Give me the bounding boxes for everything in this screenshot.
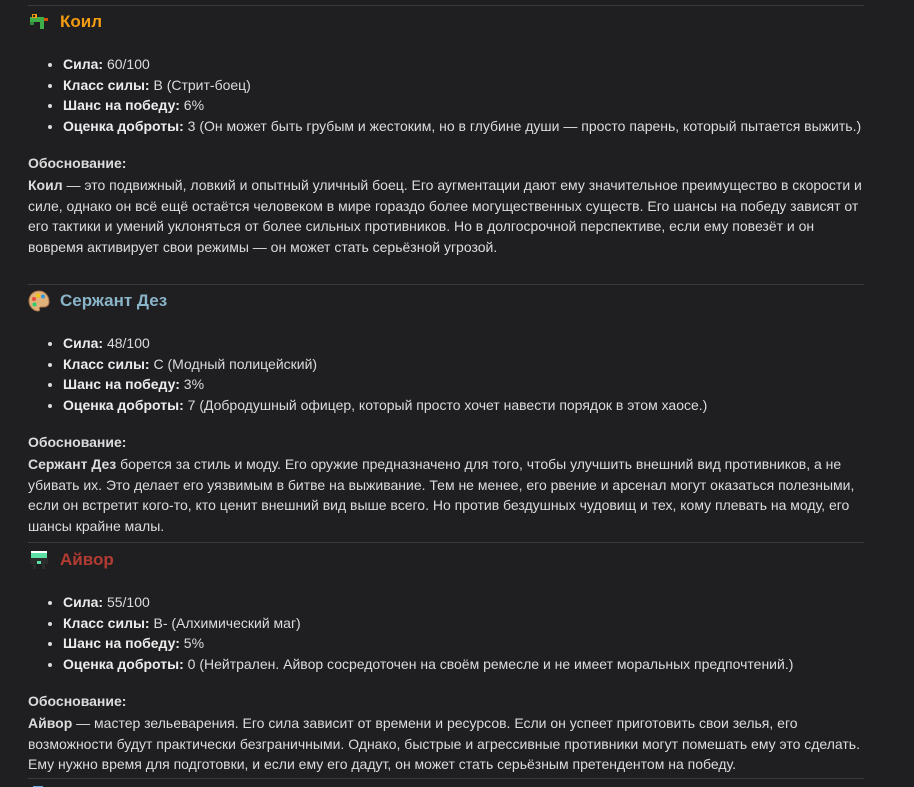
stat-value: 3 (Он может быть грубым и жестоким, но в глубине души — просто парень, который пытается выжить.): [187, 118, 862, 135]
reasoning-subject: Коил: [28, 176, 63, 193]
character-heading: [28, 10, 868, 34]
character-section-dez: [28, 289, 868, 537]
character-name: Коил: [60, 12, 103, 31]
reasoning-body: — мастер зельеварения. Его сила зависит от времени и ресурсов. Если он успеет приготовить свои зелья, его возможности будут практически безграничными. Однако, быстрые и агрессивные противники могут помешать ему это сделать. Ему нужно время для подготовки, и если ему его дадут, он может стать серьёзным претендентом на победу.: [28, 714, 860, 773]
stat-value: B- (Алхимический маг): [153, 614, 301, 631]
list-item: [63, 95, 868, 116]
stat-value: 60/100: [106, 56, 150, 72]
snake-gun-icon: [28, 11, 50, 33]
reasoning-paragraph: [28, 454, 868, 537]
list-item: [63, 633, 868, 654]
character-section-koil: [28, 10, 868, 258]
stat-label: Класс силы:: [63, 614, 150, 631]
list-item: [63, 592, 868, 613]
list-item: [63, 354, 868, 375]
stats-list: [28, 592, 868, 675]
list-item: [63, 374, 868, 395]
list-item: [63, 75, 868, 96]
stat-label: Шанс на победу:: [63, 635, 180, 652]
list-item: [63, 654, 868, 675]
next-character-icon: [28, 781, 50, 787]
stat-value: 7 (Добродушный офицер, который просто хочет навести порядок в этом хаосе.): [187, 397, 708, 414]
reasoning-subject: Сержант Дез: [28, 455, 117, 472]
stat-label: Шанс на победу:: [63, 376, 180, 393]
stat-label: Сила:: [63, 335, 104, 351]
reasoning-heading: Обоснование:: [28, 692, 127, 709]
stat-value: 48/100: [106, 335, 150, 351]
list-item: [63, 395, 868, 416]
character-name: Сержант Дез: [60, 291, 168, 310]
reasoning-paragraph: [28, 713, 868, 775]
reasoning-body: — это подвижный, ловкий и опытный уличный боец. Его аугментации дают ему значительное преимущество в скорости и силе, однако он всё ещё остаётся человеком в мире гораздо более могущественных существ. Его шансы на победу зависят от его тактики и умений уклоняться от более сильных противников. Но в долгосрочной перспективе, если ему повезёт и он вовремя активирует свои режимы — он может стать серьёзной угрозой.: [28, 176, 862, 255]
stat-value: B (Стрит-боец): [153, 76, 251, 93]
reasoning-heading: Обоснование:: [28, 154, 127, 171]
character-section-aivor: [28, 548, 868, 775]
stat-value: C (Модный полицейский): [153, 355, 318, 372]
stat-value: 5%: [183, 635, 205, 652]
list-item: [63, 333, 868, 354]
stat-label: Оценка доброты:: [63, 397, 184, 414]
section-divider: [28, 5, 864, 6]
section-divider: [28, 778, 864, 779]
stat-label: Класс силы:: [63, 355, 150, 372]
stat-label: Оценка доброты:: [63, 656, 184, 673]
stat-value: 0 (Нейтрален. Айвор сосредоточен на своём ремесле и не имеет моральных предпочтений.): [187, 656, 794, 673]
section-divider: [28, 284, 864, 285]
reasoning-paragraph: [28, 175, 868, 258]
artist-palette-icon: [28, 290, 50, 312]
list-item: [63, 116, 868, 137]
section-divider: [28, 542, 864, 543]
reasoning-subject: Айвор: [28, 714, 73, 731]
character-name: Айвор: [60, 550, 114, 569]
stat-label: Класс силы:: [63, 76, 150, 93]
potion-flask-icon: [28, 549, 50, 571]
stat-value: 3%: [183, 376, 205, 393]
character-heading: [28, 548, 868, 572]
stat-label: Сила:: [63, 56, 104, 72]
stat-value: 55/100: [106, 594, 150, 610]
list-item: [63, 54, 868, 75]
stat-label: Шанс на победу:: [63, 97, 180, 114]
reasoning-body: борется за стиль и моду. Его оружие предназначено для того, чтобы улучшить внешний вид противников, а не убивать их. Это делает его уязвимым в битве на выживание. Тем не менее, его рвение и арсенал могут оказаться полезными, если он встретит кого-то, кто ценит внешний вид выше всего. Но против бездушных чудовищ и тех, кому плевать на моду, его шансы крайне малы.: [28, 455, 855, 534]
stat-label: Оценка доброты:: [63, 118, 184, 135]
stat-label: Сила:: [63, 594, 104, 610]
stat-value: 6%: [183, 97, 205, 114]
stats-list: [28, 54, 868, 137]
list-item: [63, 613, 868, 634]
reasoning-heading: Обоснование:: [28, 433, 127, 450]
stats-list: [28, 333, 868, 416]
character-heading: [28, 289, 868, 313]
